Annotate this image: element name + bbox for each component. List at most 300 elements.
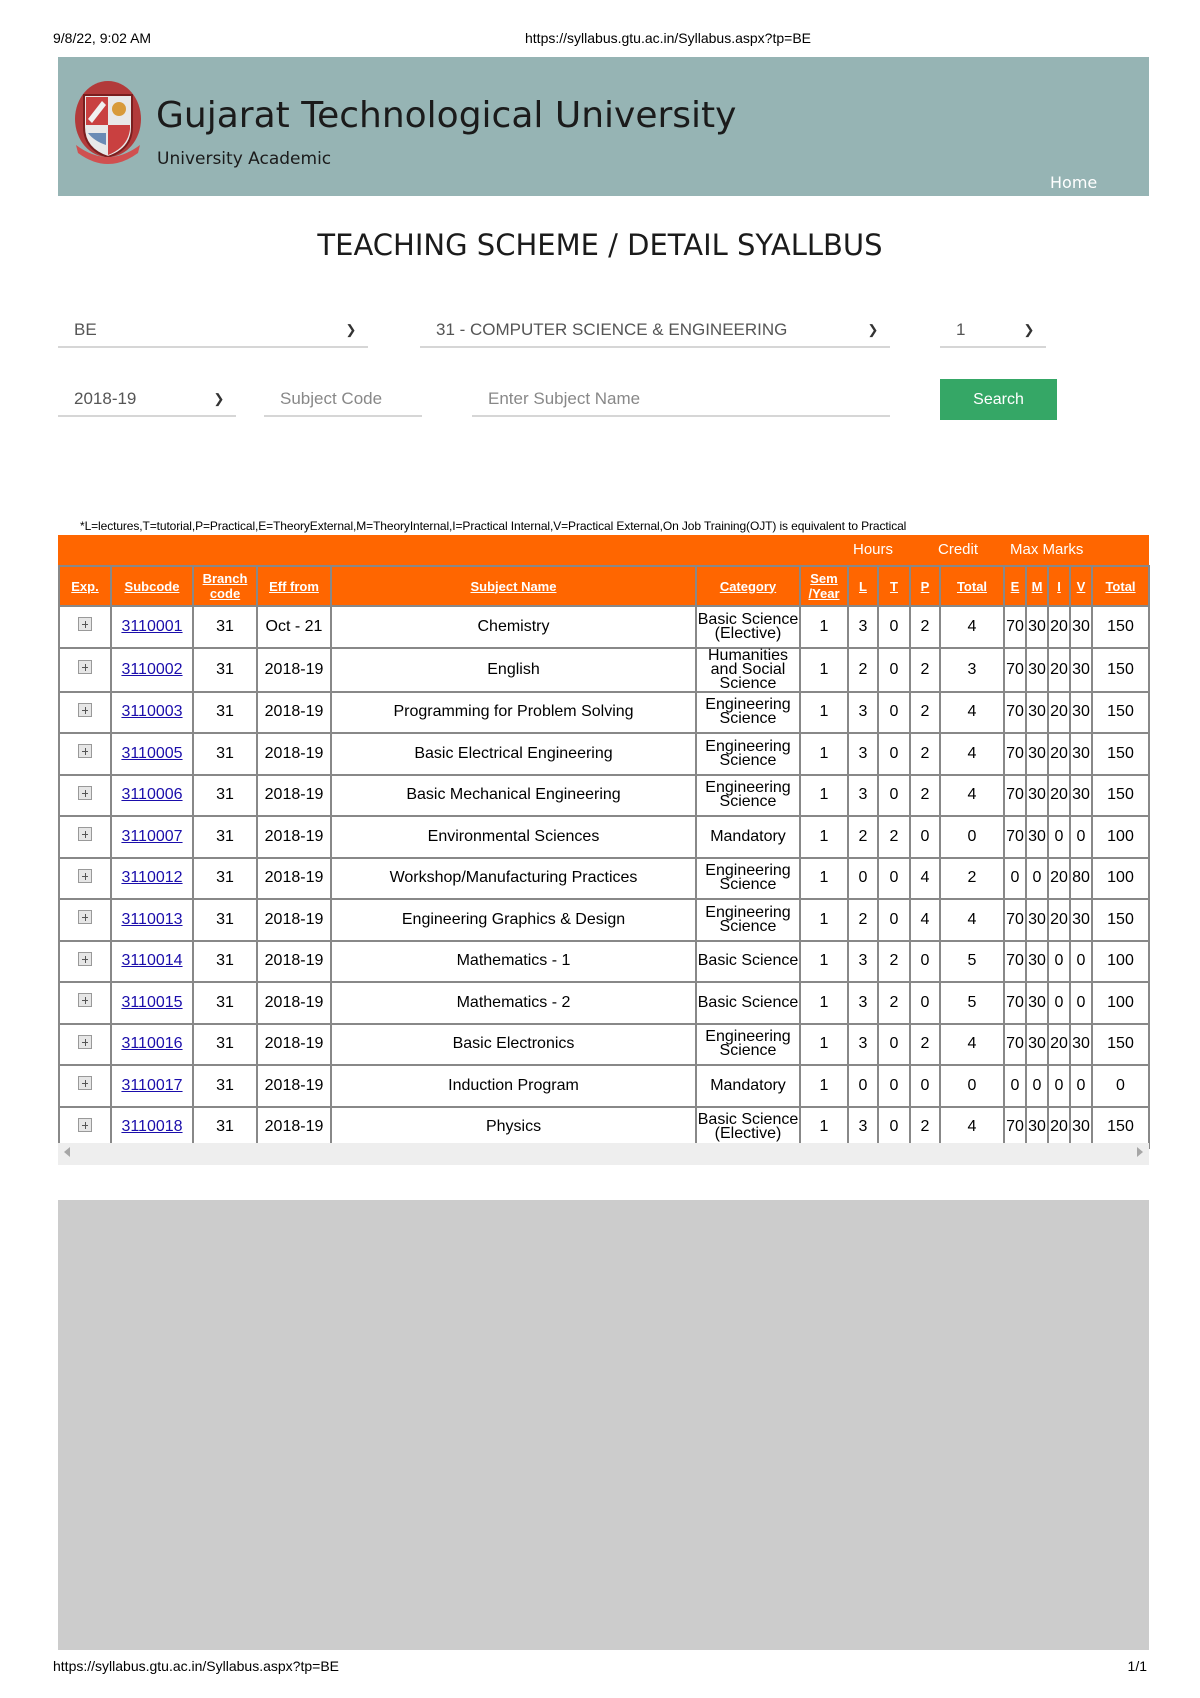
cell-v: 30	[1070, 1107, 1092, 1149]
cell-category: Engineering Science	[696, 899, 800, 941]
expand-cell[interactable]	[59, 941, 111, 983]
branch-select-value: 31 - COMPUTER SCIENCE & ENGINEERING	[436, 320, 788, 339]
scheme-table-container	[58, 535, 1149, 1143]
cell-v: 30	[1070, 1024, 1092, 1066]
cell-l: 3	[848, 1024, 878, 1066]
cell-branch: 31	[193, 648, 257, 692]
print-page-number: 1/1	[1127, 1658, 1147, 1674]
cell-m: 30	[1026, 733, 1048, 775]
cell-p: 2	[910, 606, 940, 648]
subcode-link[interactable]: 3110005	[121, 744, 183, 762]
chevron-down-icon: ❯	[867, 322, 879, 337]
cell-l: 3	[848, 775, 878, 817]
cell-category: Basic Science	[696, 941, 800, 983]
subcode-cell	[111, 692, 193, 734]
cell-t: 0	[878, 1065, 910, 1107]
cell-e: 70	[1004, 816, 1026, 858]
cell-sem: 1	[800, 1065, 848, 1107]
table-row	[59, 1107, 1149, 1149]
col-p[interactable]: P	[910, 566, 940, 606]
cell-m: 30	[1026, 982, 1048, 1024]
cell-category: Engineering Science	[696, 1024, 800, 1066]
branch-select[interactable]	[420, 314, 890, 348]
cell-m: 30	[1026, 1024, 1048, 1066]
cell-eff: 2018-19	[257, 858, 331, 900]
cell-e: 70	[1004, 648, 1026, 692]
legend-note: *L=lectures,T=tutorial,P=Practical,E=TheoryExternal,M=TheoryInternal,I=Practical Internal,V=Practical External,On Job Training(OJT) is equivalent to Practical	[80, 519, 907, 533]
subcode-link[interactable]: 3110015	[121, 993, 183, 1011]
table-row	[59, 1024, 1149, 1066]
col-category[interactable]: Category	[696, 566, 800, 606]
brand-title: Gujarat Technological University	[156, 95, 737, 136]
cell-e: 70	[1004, 1024, 1026, 1066]
cell-sem: 1	[800, 1107, 848, 1149]
cell-e: 0	[1004, 1065, 1026, 1107]
year-select[interactable]	[58, 383, 236, 417]
cell-v: 30	[1070, 692, 1092, 734]
col-v[interactable]: V	[1070, 566, 1092, 606]
cell-i: 20	[1048, 1107, 1070, 1149]
cell-name: Basic Electronics	[331, 1024, 696, 1066]
expand-cell[interactable]	[59, 648, 111, 692]
print-header	[0, 30, 1200, 50]
expand-plus-icon[interactable]	[78, 744, 92, 758]
print-date: 9/8/22, 9:02 AM	[53, 30, 152, 46]
cell-l: 2	[848, 816, 878, 858]
program-select[interactable]	[58, 314, 368, 348]
cell-total: 100	[1092, 941, 1149, 983]
cell-eff: 2018-19	[257, 648, 331, 692]
cell-eff: 2018-19	[257, 1107, 331, 1149]
subcode-link[interactable]: 3110002	[121, 660, 183, 678]
cell-m: 30	[1026, 606, 1048, 648]
cell-total: 150	[1092, 1024, 1149, 1066]
cell-t: 0	[878, 775, 910, 817]
cell-sem: 1	[800, 606, 848, 648]
expand-plus-icon[interactable]	[78, 952, 92, 966]
cell-name: Mathematics - 1	[331, 941, 696, 983]
site-banner	[58, 57, 1149, 196]
expand-plus-icon[interactable]	[78, 1035, 92, 1049]
cell-branch: 31	[193, 899, 257, 941]
cell-eff: 2018-19	[257, 816, 331, 858]
page-title: TEACHING SCHEME / DETAIL SYALLBUS	[317, 228, 883, 262]
group-credit: Credit	[938, 541, 979, 558]
cell-category: Engineering Science	[696, 858, 800, 900]
table-row	[59, 1065, 1149, 1107]
expand-cell[interactable]	[59, 858, 111, 900]
table-row	[59, 733, 1149, 775]
cell-l: 3	[848, 941, 878, 983]
subject-name-placeholder: Enter Subject Name	[488, 389, 641, 408]
col-m[interactable]: M	[1026, 566, 1048, 606]
cell-t: 0	[878, 1107, 910, 1149]
cell-eff: 2018-19	[257, 775, 331, 817]
expand-cell[interactable]	[59, 899, 111, 941]
cell-p: 2	[910, 648, 940, 692]
col-l[interactable]: L	[848, 566, 878, 606]
university-crest-icon[interactable]	[72, 79, 144, 165]
cell-p: 2	[910, 692, 940, 734]
gray-content-panel	[58, 1200, 1149, 1650]
subject-name-input[interactable]	[472, 383, 890, 417]
cell-t: 0	[878, 899, 910, 941]
expand-plus-icon[interactable]	[78, 703, 92, 717]
print-url-top: https://syllabus.gtu.ac.in/Syllabus.aspx?tp=BE	[525, 30, 811, 46]
cell-total: 150	[1092, 648, 1149, 692]
year-select-value: 2018-19	[74, 389, 137, 408]
cell-credit: 4	[940, 1107, 1004, 1149]
subcode-cell	[111, 775, 193, 817]
cell-m: 30	[1026, 899, 1048, 941]
cell-m: 0	[1026, 1065, 1048, 1107]
home-link[interactable]: Home	[1050, 173, 1098, 192]
cell-e: 70	[1004, 692, 1026, 734]
cell-i: 20	[1048, 1024, 1070, 1066]
cell-name: Workshop/Manufacturing Practices	[331, 858, 696, 900]
program-select-value: BE	[74, 320, 97, 339]
subcode-link[interactable]: 3110017	[121, 1076, 183, 1094]
scroll-left-icon[interactable]	[64, 1147, 70, 1157]
cell-total: 0	[1092, 1065, 1149, 1107]
expand-cell[interactable]	[59, 1024, 111, 1066]
cell-total: 100	[1092, 816, 1149, 858]
expand-cell[interactable]	[59, 982, 111, 1024]
table-row	[59, 858, 1149, 900]
cell-name: Basic Electrical Engineering	[331, 733, 696, 775]
table-header-row	[59, 566, 1149, 606]
col-i[interactable]: I	[1048, 566, 1070, 606]
cell-credit: 2	[940, 858, 1004, 900]
col-credit-total[interactable]: Total	[940, 566, 1004, 606]
cell-p: 2	[910, 733, 940, 775]
cell-p: 0	[910, 941, 940, 983]
cell-sem: 1	[800, 692, 848, 734]
cell-i: 20	[1048, 899, 1070, 941]
cell-e: 70	[1004, 775, 1026, 817]
subcode-link[interactable]: 3110007	[121, 827, 183, 845]
cell-l: 0	[848, 858, 878, 900]
cell-credit: 4	[940, 606, 1004, 648]
cell-e: 70	[1004, 1107, 1026, 1149]
cell-i: 20	[1048, 606, 1070, 648]
cell-p: 4	[910, 899, 940, 941]
expand-cell[interactable]	[59, 816, 111, 858]
cell-p: 0	[910, 982, 940, 1024]
cell-t: 0	[878, 733, 910, 775]
cell-eff: Oct - 21	[257, 606, 331, 648]
cell-total: 100	[1092, 858, 1149, 900]
subject-code-placeholder: Subject Code	[280, 389, 383, 408]
subcode-cell	[111, 941, 193, 983]
cell-p: 2	[910, 1107, 940, 1149]
col-sem-year[interactable]: Sem /Year	[800, 566, 848, 606]
cell-sem: 1	[800, 982, 848, 1024]
cell-m: 30	[1026, 648, 1048, 692]
cell-eff: 2018-19	[257, 941, 331, 983]
expand-plus-icon[interactable]	[78, 827, 92, 841]
chevron-down-icon: ❯	[213, 391, 225, 406]
cell-sem: 1	[800, 899, 848, 941]
cell-eff: 2018-19	[257, 733, 331, 775]
cell-name: Environmental Sciences	[331, 816, 696, 858]
cell-v: 30	[1070, 606, 1092, 648]
cell-v: 30	[1070, 899, 1092, 941]
cell-total: 150	[1092, 899, 1149, 941]
cell-v: 0	[1070, 816, 1092, 858]
expand-cell[interactable]	[59, 775, 111, 817]
cell-v: 0	[1070, 941, 1092, 983]
subcode-link[interactable]: 3110012	[121, 869, 183, 887]
cell-e: 70	[1004, 982, 1026, 1024]
group-hours: Hours	[853, 541, 894, 558]
expand-plus-icon[interactable]	[78, 786, 92, 800]
table-row	[59, 982, 1149, 1024]
expand-plus-icon[interactable]	[78, 1118, 92, 1132]
cell-sem: 1	[800, 941, 848, 983]
table-row	[59, 692, 1149, 734]
print-url-bottom: https://syllabus.gtu.ac.in/Syllabus.aspx?tp=BE	[53, 1658, 339, 1674]
cell-name: Programming for Problem Solving	[331, 692, 696, 734]
cell-sem: 1	[800, 733, 848, 775]
cell-p: 2	[910, 775, 940, 817]
col-subject-name[interactable]: Subject Name	[331, 566, 696, 606]
table-row	[59, 606, 1149, 648]
chevron-down-icon: ❯	[345, 322, 357, 337]
cell-credit: 4	[940, 692, 1004, 734]
cell-v: 80	[1070, 858, 1092, 900]
cell-category: Mandatory	[696, 1065, 800, 1107]
subcode-cell	[111, 1065, 193, 1107]
cell-name: Chemistry	[331, 606, 696, 648]
cell-e: 70	[1004, 899, 1026, 941]
subject-code-input[interactable]	[264, 383, 422, 417]
cell-category: Mandatory	[696, 816, 800, 858]
cell-branch: 31	[193, 1024, 257, 1066]
cell-credit: 4	[940, 733, 1004, 775]
cell-category: Engineering Science	[696, 692, 800, 734]
subcode-cell	[111, 648, 193, 692]
cell-i: 20	[1048, 858, 1070, 900]
expand-cell[interactable]	[59, 1107, 111, 1149]
cell-m: 30	[1026, 775, 1048, 817]
cell-e: 70	[1004, 606, 1026, 648]
cell-l: 0	[848, 1065, 878, 1107]
cell-t: 0	[878, 606, 910, 648]
cell-credit: 4	[940, 775, 1004, 817]
cell-p: 2	[910, 1024, 940, 1066]
expand-cell[interactable]	[59, 1065, 111, 1107]
scroll-right-icon[interactable]	[1137, 1147, 1143, 1157]
horizontal-scrollbar[interactable]	[58, 1143, 1149, 1165]
cell-t: 0	[878, 648, 910, 692]
cell-total: 150	[1092, 606, 1149, 648]
chevron-down-icon: ❯	[1023, 322, 1035, 337]
cell-m: 0	[1026, 858, 1048, 900]
subcode-link[interactable]: 3110013	[121, 910, 183, 928]
cell-category: Engineering Science	[696, 775, 800, 817]
cell-eff: 2018-19	[257, 1024, 331, 1066]
table-row	[59, 899, 1149, 941]
cell-l: 3	[848, 982, 878, 1024]
cell-category: Humanities and Social Science	[696, 648, 800, 692]
semester-select-value: 1	[956, 320, 966, 339]
cell-sem: 1	[800, 648, 848, 692]
semester-select[interactable]	[940, 314, 1046, 348]
cell-total: 150	[1092, 692, 1149, 734]
cell-branch: 31	[193, 733, 257, 775]
cell-name: Mathematics - 2	[331, 982, 696, 1024]
cell-total: 150	[1092, 775, 1149, 817]
subcode-cell	[111, 1024, 193, 1066]
cell-name: English	[331, 648, 696, 692]
subcode-cell	[111, 606, 193, 648]
cell-category: Basic Science (Elective)	[696, 1107, 800, 1149]
table-row	[59, 775, 1149, 817]
cell-i: 0	[1048, 982, 1070, 1024]
cell-category: Basic Science	[696, 982, 800, 1024]
cell-sem: 1	[800, 1024, 848, 1066]
cell-l: 3	[848, 692, 878, 734]
cell-i: 0	[1048, 1065, 1070, 1107]
cell-credit: 0	[940, 816, 1004, 858]
cell-eff: 2018-19	[257, 899, 331, 941]
cell-sem: 1	[800, 858, 848, 900]
cell-l: 2	[848, 648, 878, 692]
cell-t: 0	[878, 692, 910, 734]
subcode-link[interactable]: 3110014	[121, 952, 183, 970]
expand-plus-icon[interactable]	[78, 660, 92, 674]
cell-credit: 5	[940, 941, 1004, 983]
cell-branch: 31	[193, 606, 257, 648]
col-t[interactable]: T	[878, 566, 910, 606]
cell-p: 0	[910, 1065, 940, 1107]
group-max-marks: Max Marks	[1010, 541, 1084, 558]
teaching-scheme-table	[58, 565, 1150, 1149]
expand-plus-icon[interactable]	[78, 910, 92, 924]
cell-t: 2	[878, 941, 910, 983]
col-subcode[interactable]: Subcode	[111, 566, 193, 606]
cell-eff: 2018-19	[257, 982, 331, 1024]
cell-e: 70	[1004, 733, 1026, 775]
cell-credit: 4	[940, 899, 1004, 941]
subcode-link[interactable]: 3110018	[121, 1118, 183, 1136]
subcode-link[interactable]: 3110016	[121, 1035, 183, 1053]
cell-name: Basic Mechanical Engineering	[331, 775, 696, 817]
subcode-link[interactable]: 3110006	[121, 786, 183, 804]
search-button[interactable]: Search	[940, 379, 1057, 420]
cell-name: Engineering Graphics & Design	[331, 899, 696, 941]
cell-i: 0	[1048, 941, 1070, 983]
expand-plus-icon[interactable]	[78, 617, 92, 631]
cell-l: 3	[848, 606, 878, 648]
cell-name: Induction Program	[331, 1065, 696, 1107]
table-row	[59, 941, 1149, 983]
cell-v: 30	[1070, 775, 1092, 817]
cell-t: 2	[878, 982, 910, 1024]
cell-v: 30	[1070, 733, 1092, 775]
cell-l: 2	[848, 899, 878, 941]
col-eff-from[interactable]: Eff from	[257, 566, 331, 606]
print-footer	[0, 1658, 1200, 1678]
expand-plus-icon[interactable]	[78, 869, 92, 883]
cell-branch: 31	[193, 1107, 257, 1149]
cell-t: 0	[878, 1024, 910, 1066]
subcode-cell	[111, 816, 193, 858]
cell-m: 30	[1026, 941, 1048, 983]
cell-p: 0	[910, 816, 940, 858]
subcode-cell	[111, 733, 193, 775]
cell-t: 0	[878, 858, 910, 900]
table-row	[59, 648, 1149, 692]
cell-branch: 31	[193, 775, 257, 817]
cell-credit: 5	[940, 982, 1004, 1024]
col-exp[interactable]: Exp.	[59, 566, 111, 606]
subcode-cell	[111, 982, 193, 1024]
cell-category: Basic Science (Elective)	[696, 606, 800, 648]
cell-name: Physics	[331, 1107, 696, 1149]
cell-m: 30	[1026, 816, 1048, 858]
cell-credit: 0	[940, 1065, 1004, 1107]
cell-i: 20	[1048, 733, 1070, 775]
cell-branch: 31	[193, 816, 257, 858]
cell-t: 2	[878, 816, 910, 858]
cell-v: 30	[1070, 648, 1092, 692]
cell-eff: 2018-19	[257, 692, 331, 734]
cell-e: 0	[1004, 858, 1026, 900]
cell-l: 3	[848, 1107, 878, 1149]
cell-branch: 31	[193, 982, 257, 1024]
cell-m: 30	[1026, 1107, 1048, 1149]
subcode-link[interactable]: 3110001	[121, 617, 183, 635]
expand-plus-icon[interactable]	[78, 993, 92, 1007]
col-e[interactable]: E	[1004, 566, 1026, 606]
expand-cell[interactable]	[59, 692, 111, 734]
subcode-cell	[111, 858, 193, 900]
cell-total: 150	[1092, 1107, 1149, 1149]
expand-plus-icon[interactable]	[78, 1076, 92, 1090]
cell-sem: 1	[800, 816, 848, 858]
subcode-cell	[111, 1107, 193, 1149]
cell-i: 0	[1048, 816, 1070, 858]
cell-i: 20	[1048, 775, 1070, 817]
expand-cell[interactable]	[59, 733, 111, 775]
table-row	[59, 816, 1149, 858]
cell-v: 0	[1070, 1065, 1092, 1107]
brand-subtitle: University Academic	[157, 149, 332, 169]
cell-branch: 31	[193, 1065, 257, 1107]
cell-branch: 31	[193, 858, 257, 900]
cell-l: 3	[848, 733, 878, 775]
cell-total: 100	[1092, 982, 1149, 1024]
cell-m: 30	[1026, 692, 1048, 734]
expand-cell[interactable]	[59, 606, 111, 648]
cell-v: 0	[1070, 982, 1092, 1024]
cell-branch: 31	[193, 692, 257, 734]
cell-total: 150	[1092, 733, 1149, 775]
cell-credit: 4	[940, 1024, 1004, 1066]
cell-i: 20	[1048, 648, 1070, 692]
cell-eff: 2018-19	[257, 1065, 331, 1107]
column-group-bar	[58, 535, 1149, 565]
col-branch-code[interactable]: Branch code	[193, 566, 257, 606]
cell-e: 70	[1004, 941, 1026, 983]
subcode-link[interactable]: 3110003	[121, 703, 183, 721]
cell-branch: 31	[193, 941, 257, 983]
col-marks-total[interactable]: Total	[1092, 566, 1149, 606]
cell-category: Engineering Science	[696, 733, 800, 775]
subcode-cell	[111, 899, 193, 941]
